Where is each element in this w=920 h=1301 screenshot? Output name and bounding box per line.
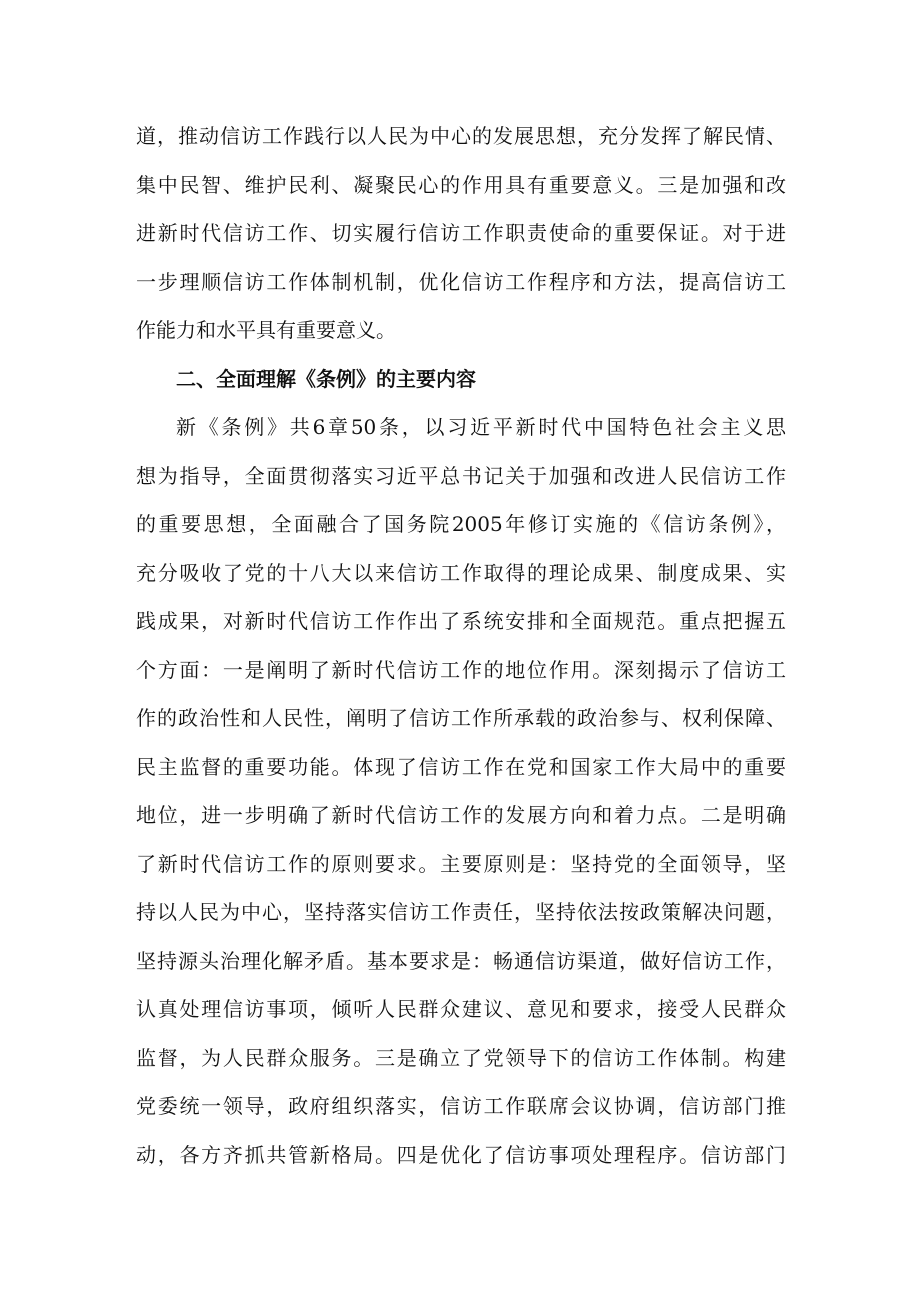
paragraph-line-18: 坚持源头治理化解矛盾。基本要求是：畅通信访渠道，做好信访工作， <box>136 948 786 973</box>
paragraph-line-14: 民主监督的重要功能。体现了信访工作在党和国家工作大局中的重要 <box>136 754 786 779</box>
paragraph-line-17: 持以人民为中心，坚持落实信访工作责任，坚持依法按政策解决问题， <box>136 900 786 924</box>
paragraph-line-21: 党委统一领导，政府组织落实，信访工作联席会议协调，信访部门推 <box>136 1094 786 1118</box>
paragraph-line-9: 的重要思想，全面融合了国务院2005年修订实施的《信访条例》， <box>136 512 786 536</box>
paragraph-line-19: 认真处理信访事项，倾听人民群众建议、意见和要求，接受人民群众 <box>136 997 786 1021</box>
paragraph-line-22: 动，各方齐抓共管新格局。四是优化了信访事项处理程序。信访部门 <box>136 1142 786 1167</box>
paragraph-line-4: 一步理顺信访工作体制机制，优化信访工作程序和方法，提高信访工 <box>136 269 786 294</box>
paragraph-line-2: 集中民智、维护民利、凝聚民心的作用具有重要意义。三是加强和改 <box>136 172 786 197</box>
paragraph-line-15: 地位，进一步明确了新时代信访工作的发展方向和着力点。二是明确 <box>136 803 786 827</box>
paragraph-line-12: 个方面：一是阐明了新时代信访工作的地位作用。深刻揭示了信访工 <box>136 657 786 682</box>
paragraph-line-3: 进新时代信访工作、切实履行信访工作职责使命的重要保证。对于进 <box>136 221 786 245</box>
paragraph-line-1: 道，推动信访工作践行以人民为中心的发展思想，充分发挥了解民情、 <box>136 124 786 148</box>
paragraph-line-11: 践成果，对新时代信访工作作出了系统安排和全面规范。重点把握五 <box>136 609 786 633</box>
paragraph-line-16: 了新时代信访工作的原则要求。主要原则是：坚持党的全面领导，坚 <box>136 851 786 876</box>
document-body <box>136 112 786 1179</box>
paragraph-line-8: 想为指导，全面贯彻落实习近平总书记关于加强和改进人民信访工作 <box>136 463 786 488</box>
paragraph-line-10: 充分吸收了党的十八大以来信访工作取得的理论成果、制度成果、实 <box>136 560 786 585</box>
paragraph-line-13: 作的政治性和人民性，阐明了信访工作所承载的政治参与、权利保障、 <box>136 706 786 730</box>
section-heading: 二、全面理解《条例》的主要内容 <box>176 366 476 391</box>
paragraph-line-5: 作能力和水平具有重要意义。 <box>136 318 396 342</box>
paragraph-line-7: 新《条例》共6章50条，以习近平新时代中国特色社会主义思 <box>176 415 786 439</box>
paragraph-line-20: 监督，为人民群众服务。三是确立了党领导下的信访工作体制。构建 <box>136 1045 786 1070</box>
